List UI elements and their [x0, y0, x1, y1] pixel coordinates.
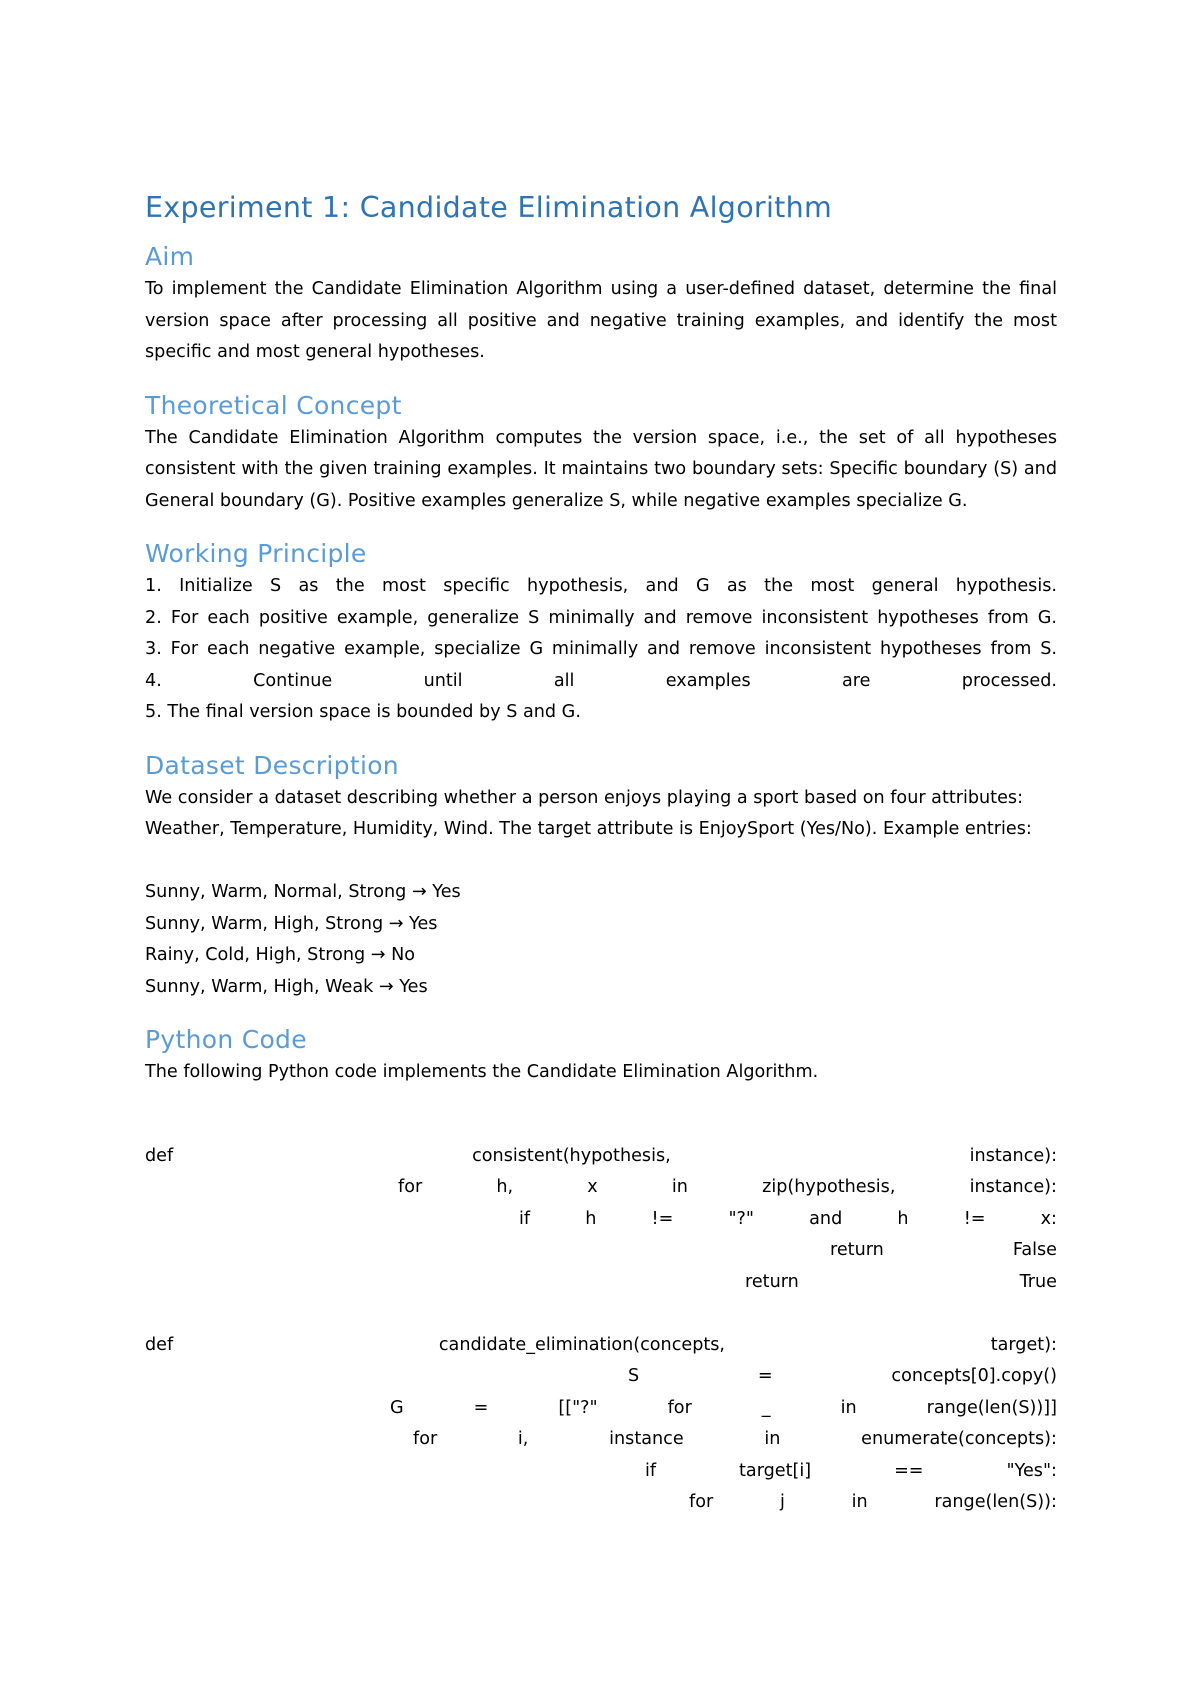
code-token: [["?": [558, 1397, 598, 1418]
code-token: instance):: [969, 1145, 1057, 1166]
aim-heading: Aim: [145, 242, 195, 271]
dataset-heading: Dataset Description: [145, 750, 399, 780]
code-token: !=: [963, 1208, 986, 1229]
code-token: candidate_elimination(concepts,: [438, 1334, 726, 1355]
code-token: i,: [517, 1429, 529, 1449]
code-token: zip(hypothesis,: [762, 1177, 896, 1197]
code-token: for: [689, 1492, 714, 1512]
code-token: !=: [651, 1208, 674, 1229]
code-heading: Python Code: [145, 1025, 307, 1054]
code-line: [145, 1267, 1057, 1299]
code-token: instance: [609, 1429, 684, 1449]
code-token: return: [830, 1240, 884, 1260]
code-line: [145, 1141, 1057, 1173]
code-token: instance):: [969, 1177, 1057, 1197]
code-token: target):: [990, 1334, 1057, 1355]
code-line: [145, 1172, 1057, 1204]
code-line: [145, 1235, 1057, 1267]
code-token: for: [667, 1397, 692, 1418]
code-token: "Yes":: [1006, 1460, 1057, 1481]
code-token: consistent(hypothesis,: [472, 1145, 671, 1166]
code-token: in: [671, 1177, 688, 1197]
code-block: [145, 1141, 1057, 1519]
code-token: enumerate(concepts):: [861, 1429, 1057, 1449]
code-token: x: [587, 1177, 598, 1197]
dataset-example: Rainy, Cold, High, Strong → No: [145, 945, 416, 965]
code-intro: The following Python code implements the Candidate Elimination Algorithm.: [145, 1062, 819, 1082]
dataset-text: We consider a dataset describing whether a person enjoys playing a sport based on four attributes: Weather, Temperature, Humidity, Wind. The target attribute is EnjoySport (Yes/No). Example entries:: [145, 787, 1032, 839]
code-token: h,: [496, 1177, 514, 1197]
theory-text: The Candidate Elimination Algorithm computes the version space, i.e., the set of all hypotheses consistent with the given training examples. It maintains two boundary sets: Specific boundary (S) and General boundary (G). Positive examples generalize S, while negative examples specialize G.: [145, 427, 1057, 511]
code-line: [145, 1204, 1057, 1236]
principle-step: 5. The final version space is bounded by S and G.: [145, 702, 581, 722]
code-token: def: [145, 1145, 174, 1166]
code-token: def: [145, 1334, 174, 1355]
aim-text: To implement the Candidate Elimination Algorithm using a user-defined dataset, determine the final version space after processing all positive and negative training examples, and identify the most specific and most general hypotheses.: [145, 279, 1057, 362]
code-token: =: [473, 1397, 489, 1418]
code-token: h: [585, 1208, 597, 1229]
code-blank-line: [145, 1298, 1057, 1330]
document-title: Experiment 1: Candidate Elimination Algorithm: [145, 191, 833, 224]
document-content: [145, 188, 1057, 1519]
dataset-examples: [145, 877, 1057, 1003]
code-token: _: [761, 1397, 771, 1418]
principle-step: 1. Initialize S as the most specific hypothesis, and G as the most general hypothesis.: [145, 576, 1057, 596]
dataset-example: Sunny, Warm, Normal, Strong → Yes: [145, 882, 461, 902]
code-token: =: [757, 1366, 773, 1386]
code-token: for: [413, 1429, 438, 1449]
code-token: x:: [1040, 1208, 1057, 1229]
code-token: target[i]: [739, 1460, 812, 1481]
code-line: [145, 1393, 1057, 1425]
theory-heading: Theoretical Concept: [145, 390, 402, 420]
code-token: in: [840, 1397, 857, 1418]
code-token: range(len(S)):: [934, 1492, 1057, 1512]
code-token: in: [764, 1429, 781, 1449]
code-token: S: [628, 1366, 640, 1386]
code-token: concepts[0].copy(): [891, 1366, 1057, 1386]
code-token: in: [851, 1492, 868, 1512]
code-line: [145, 1330, 1057, 1362]
principle-step: 3. For each negative example, specialize G minimally and remove inconsistent hypotheses from S.: [145, 639, 1057, 659]
code-line: [145, 1456, 1057, 1488]
code-token: h: [897, 1208, 909, 1229]
principle-steps: [145, 571, 1057, 729]
code-token: True: [1019, 1271, 1057, 1292]
code-line: [145, 1361, 1057, 1393]
code-token: ==: [894, 1460, 924, 1481]
code-token: False: [1012, 1240, 1057, 1260]
code-token: for: [398, 1177, 423, 1197]
code-token: j: [779, 1492, 785, 1512]
dataset-example: Sunny, Warm, High, Weak → Yes: [145, 976, 428, 997]
code-token: range(len(S))]]: [926, 1397, 1057, 1418]
code-token: if: [519, 1208, 531, 1229]
code-token: if: [645, 1460, 657, 1481]
code-line: [145, 1487, 1057, 1519]
code-line: [145, 1424, 1057, 1456]
code-token: and: [809, 1208, 843, 1229]
dataset-example: Sunny, Warm, High, Strong → Yes: [145, 913, 438, 934]
code-token: G: [390, 1397, 404, 1418]
code-token: return: [745, 1271, 799, 1292]
principle-step: 4. Continue until all examples are processed.: [145, 670, 1057, 691]
principle-step: 2. For each positive example, generalize S minimally and remove inconsistent hypotheses from G.: [145, 607, 1057, 628]
principle-heading: Working Principle: [145, 539, 367, 568]
code-token: "?": [728, 1208, 754, 1229]
